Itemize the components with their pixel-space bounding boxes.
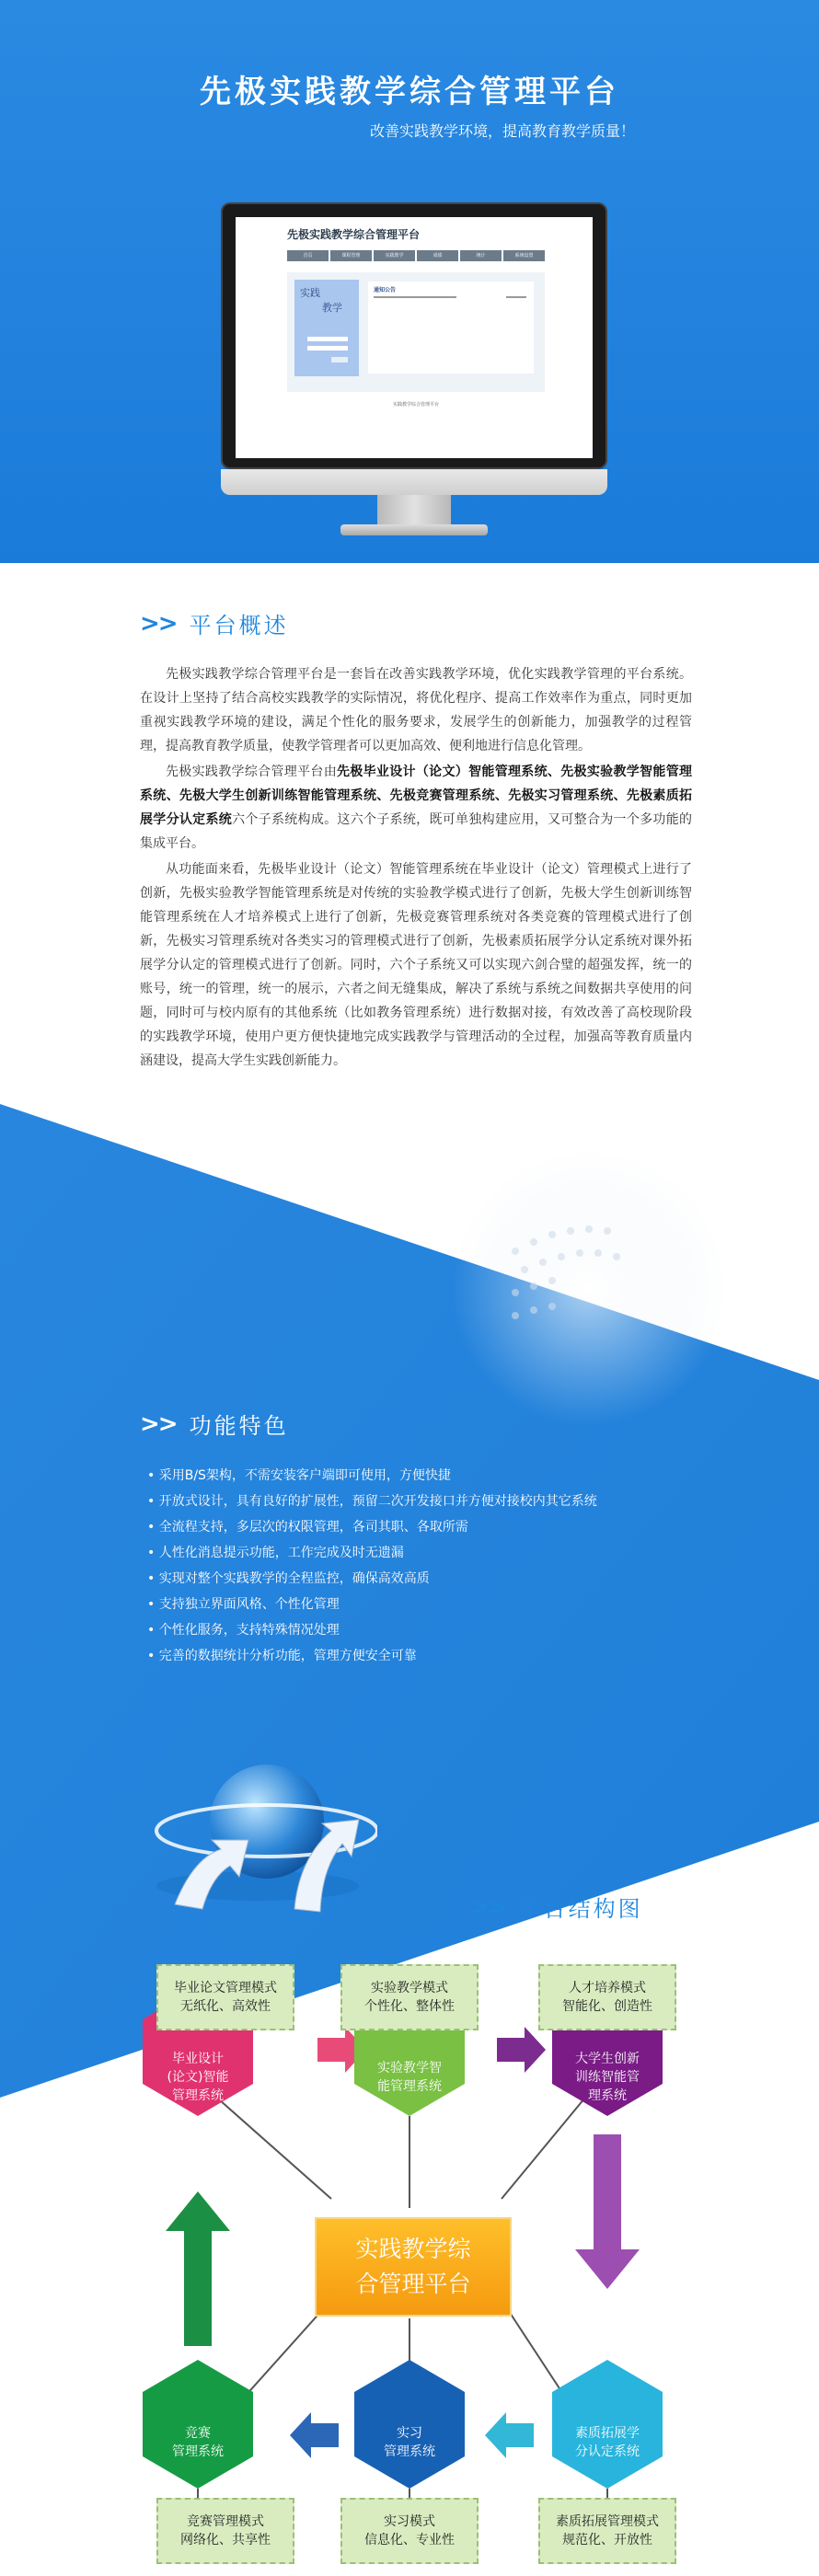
monitor-frame — [221, 202, 607, 469]
hexagon-label: 毕业设计 (论文)智能 管理系统 — [167, 2052, 229, 2103]
hero-title: 先极实践教学综合管理平台 — [200, 74, 619, 110]
platform-center-box: 实践教学综 合管理平台 — [315, 2217, 512, 2317]
arrow-down-icon — [575, 2134, 640, 2289]
features-heading — [140, 1408, 289, 1440]
feature-item: • 完善的数据统计分析功能，管理方便安全可靠 — [147, 1649, 417, 1663]
screen-news-panel — [368, 282, 534, 374]
monitor-foot — [340, 524, 488, 535]
hexagon-label: 实验教学智 能管理系统 — [377, 2061, 442, 2094]
screen-nav-item: 首页 — [287, 250, 329, 261]
mode-box: 毕业论文管理模式 无纸化、高效性 — [156, 1964, 294, 2030]
hero-banner — [0, 0, 819, 563]
feature-item: • 全流程支持，多层次的权限管理，各司其职、各取所需 — [147, 1520, 468, 1535]
arrow-left-icon — [485, 2412, 534, 2458]
features-title: 功能特色 — [189, 1413, 289, 1439]
connector-line — [212, 2093, 331, 2199]
overview-paragraph: 先极实践教学综合管理平台由先极毕业设计（论文）智能管理系统、先极实验教学智能管理系统、先极大学生创新训练智能管理系统、先极竞赛管理系统、先极实习管理系统、先极素质拓展学分认定系统六个子系统构成。这六个子系统，既可单独构建应用，又可整合为一个多功能的集成平台。 — [140, 765, 693, 851]
screen-login-title: 实践 — [300, 287, 320, 299]
overview-paragraph: 先极实践教学综合管理平台是一套旨在改善实践教学环境，优化实践教学管理的平台系统。在设计上坚持了结合高校实践教学的实际情况，将优化程序、提高工作效率作为重点，同时更加重视实践教学环境的建设，满足个性化的服务要求，发展学生的创新能力，加强教学的过程管理，提高教育教学质量，使教学管理者可以更加高效、便利地进行信息化管理。 — [140, 667, 692, 753]
mode-box: 竞赛管理模式 网络化、共享性 — [156, 2498, 294, 2564]
mode-box: 素质拓展管理模式 规范化、开放性 — [538, 2498, 676, 2564]
mode-box: 实习模式 信息化、专业性 — [340, 2498, 479, 2564]
arrow-up-icon — [166, 2191, 230, 2346]
screen-login-title: 教学 — [322, 302, 342, 314]
hexagon-label: 素质拓展学 分认定系统 — [575, 2426, 640, 2459]
monitor-chin — [221, 469, 607, 495]
hexagon-label: 实习 管理系统 — [384, 2426, 435, 2459]
overview-paragraph: 从功能面来看，先极毕业设计（论文）智能管理系统在毕业设计（论文）管理模式上进行了创新，先极实验教学智能管理系统是对传统的实验教学模式进行了创新，先极大学生创新训练智能管理系统在人才培养模式上进行了创新，先极竞赛管理系统对各类竞赛的管理模式进行了创新，先极实习管理系统对各类实习的管理模式进行了创新，先极素质拓展学分认定系统对课外拓展学分认定的管理模式进行了创新。同时，六个子系统又可以实现六剑合璧的超强发挥，统一的账号，统一的管理，统一的展示，六者之间无缝集成，解决了系统与系统之间数据共享使用的问题，同时可与校内原有的其他系统（比如教务管理系统）进行数据对接，有效改善了高校现阶段的实践教学环境，使用户更方便快捷地完成实践教学与管理活动的全过程，加强高等教育质量内涵建设，提高大学生实践创新能力。 — [140, 862, 692, 1068]
monitor-screen — [236, 217, 593, 458]
hexagon-label: 竞赛 管理系统 — [172, 2426, 224, 2459]
globe-illustration — [138, 1748, 377, 1932]
screen-nav-item: 成绩 — [417, 250, 458, 261]
screen-login-panel — [294, 280, 359, 376]
screen-nav-item: 系统设置 — [503, 250, 545, 261]
overview-text — [140, 662, 692, 1075]
screen-footer: 实践教学综合管理平台 — [392, 402, 439, 408]
screen-nav-item: 统计 — [460, 250, 502, 261]
screen-news-title: 通知公告 — [374, 287, 397, 293]
hexagon-label: 大学生创新 训练智能管 理系统 — [575, 2052, 640, 2103]
overview-title: 平台概述 — [189, 613, 289, 638]
feature-item: • 采用B/S架构，不需安装客户端即可使用，方便快捷 — [147, 1468, 451, 1483]
double-chevron-icon: >> — [469, 1892, 506, 1921]
connector-line — [502, 2093, 589, 2199]
structure-title: 平台结构图 — [518, 1896, 643, 1922]
structure-heading — [469, 1891, 643, 1923]
feature-list — [147, 1463, 597, 1669]
screen-body — [287, 272, 545, 392]
feature-item: • 个性化服务，支持特殊情况处理 — [147, 1623, 340, 1638]
hero-subtitle: 改善实践教学环境，提高教育教学质量！ — [369, 122, 635, 140]
arrow-right-icon — [497, 2027, 546, 2073]
screen-nav — [287, 250, 545, 261]
mode-box: 人才培养模式 智能化、创造性 — [538, 1964, 676, 2030]
screen-title: 先极实践教学综合管理平台 — [287, 228, 421, 241]
monitor-stand — [377, 495, 451, 526]
feature-item: • 开放式设计，具有良好的扩展性，预留二次开发接口并方便对接校内其它系统 — [147, 1494, 597, 1509]
feature-item: • 人性化消息提示功能，工作完成及时无遗漏 — [147, 1546, 404, 1560]
double-chevron-icon: >> — [140, 609, 177, 638]
feature-item: • 实现对整个实践教学的全程监控，确保高效高质 — [147, 1571, 430, 1586]
screen-nav-item: 实践教学 — [374, 250, 415, 261]
mode-box: 实验教学模式 个性化、整体性 — [340, 1964, 479, 2030]
double-chevron-icon: >> — [140, 1409, 177, 1438]
monitor-illustration — [221, 202, 607, 543]
overview-heading — [140, 607, 289, 639]
arrow-left-icon — [290, 2412, 339, 2458]
screen-nav-item: 课程管理 — [330, 250, 372, 261]
feature-item: • 支持独立界面风格、个性化管理 — [147, 1597, 340, 1612]
